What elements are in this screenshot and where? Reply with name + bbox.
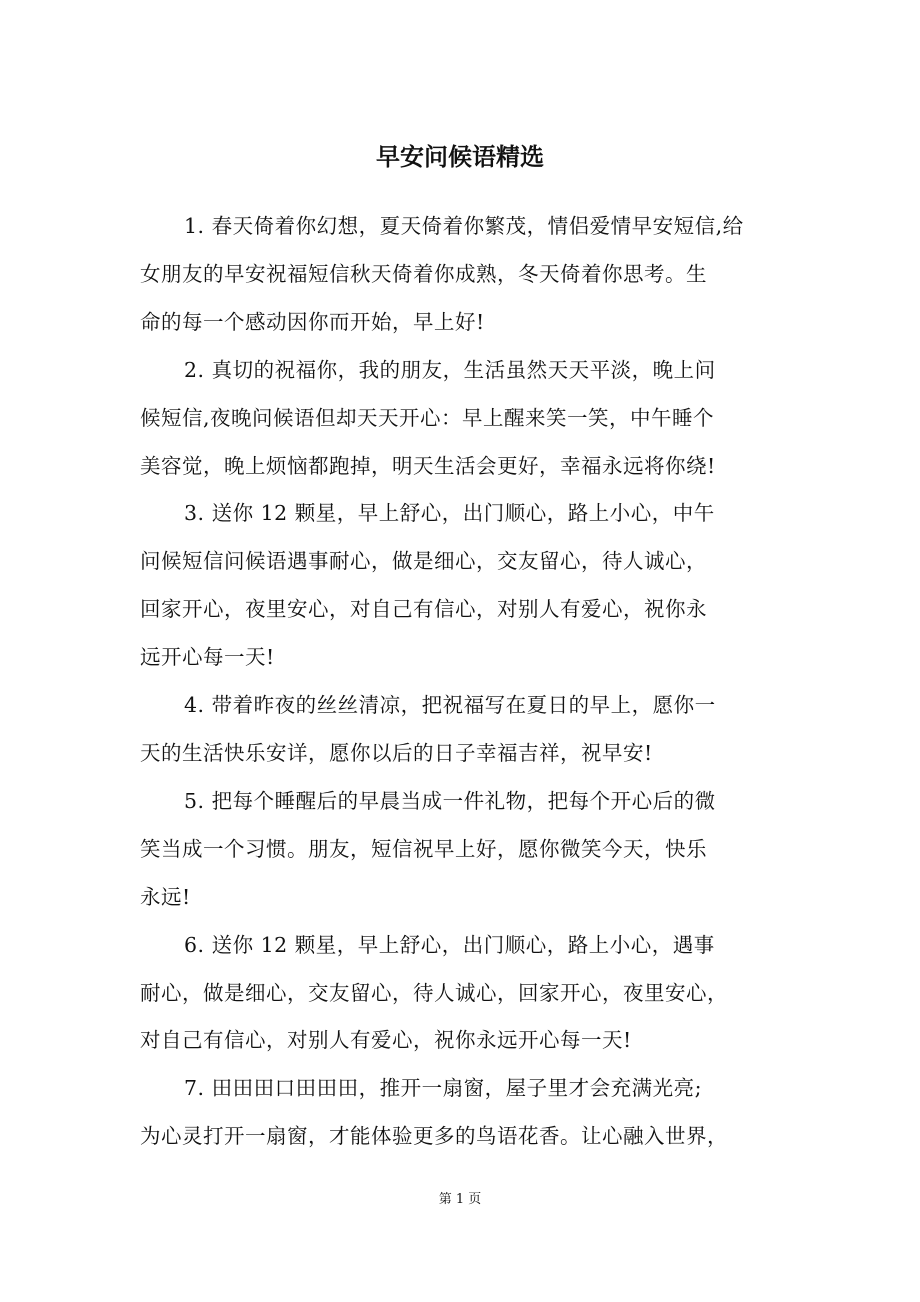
paragraph-3 (140, 490, 820, 682)
paragraph-line: 美容觉，晚上烦恼都跑掉，明天生活会更好，幸福永远将你绕! (140, 453, 716, 478)
paragraph-line: 命的每一个感动因你而开始，早上好! (140, 309, 485, 334)
paragraph-4 (140, 682, 820, 778)
paragraph-line: 远开心每一天! (140, 645, 275, 670)
paragraph-line: 女朋友的早安祝福短信秋天倚着你成熟，冬天倚着你思考。生 (140, 261, 707, 286)
page-title: 早安问候语精选 (376, 143, 544, 171)
paragraph-line: 为心灵打开一扇窗，才能体验更多的鸟语花香。让心融入世界， (140, 1124, 728, 1149)
paragraph-line: 对自己有信心，对别人有爱心，祝你永远开心每一天! (140, 1028, 632, 1053)
paragraph-line: 耐心，做是细心，交友留心，待人诚心，回家开心，夜里安心， (140, 980, 728, 1005)
paragraph-line: 1. 春天倚着你幻想，夏天倚着你繁茂，情侣爱情早安短信,给 (184, 214, 744, 238)
paragraph-line: 永远! (140, 884, 191, 909)
paragraph-line: 4. 带着昨夜的丝丝清凉，把祝福写在夏日的早上，愿你一 (184, 693, 716, 718)
paragraph-line: 6. 送你 12 颗星，早上舒心，出门顺心，路上小心，遇事 (184, 932, 715, 957)
paragraph-line: 问候短信问候语遇事耐心，做是细心，交友留心，待人诚心， (140, 549, 707, 574)
document-body (140, 203, 820, 1161)
paragraph-line: 2. 真切的祝福你，我的朋友，生活虽然天天平淡，晚上问 (184, 357, 716, 382)
paragraph-5 (140, 778, 820, 922)
page-number: 第 1 页 (438, 1192, 482, 1207)
paragraph-2 (140, 347, 820, 491)
paragraph-line: 天的生活快乐安详，愿你以后的日子幸福吉祥，祝早安! (140, 740, 653, 765)
paragraph-7 (140, 1065, 820, 1161)
paragraph-6 (140, 922, 820, 1066)
paragraph-line: 笑当成一个习惯。朋友，短信祝早上好，愿你微笑今天，快乐 (140, 836, 707, 861)
paragraph-line: 3. 送你 12 颗星，早上舒心，出门顺心，路上小心，中午 (184, 501, 715, 526)
paragraph-line: 7. 田田田口田田田，推开一扇窗，屋子里才会充满光亮; (184, 1076, 702, 1101)
paragraph-1 (140, 203, 820, 347)
paragraph-line: 5. 把每个睡醒后的早晨当成一件礼物，把每个开心后的微 (184, 788, 716, 813)
paragraph-line: 候短信,夜晚问候语但却天天开心：早上醒来笑一笑，中午睡个 (140, 405, 715, 430)
paragraph-line: 回家开心，夜里安心，对自己有信心，对别人有爱心，祝你永 (140, 597, 707, 622)
